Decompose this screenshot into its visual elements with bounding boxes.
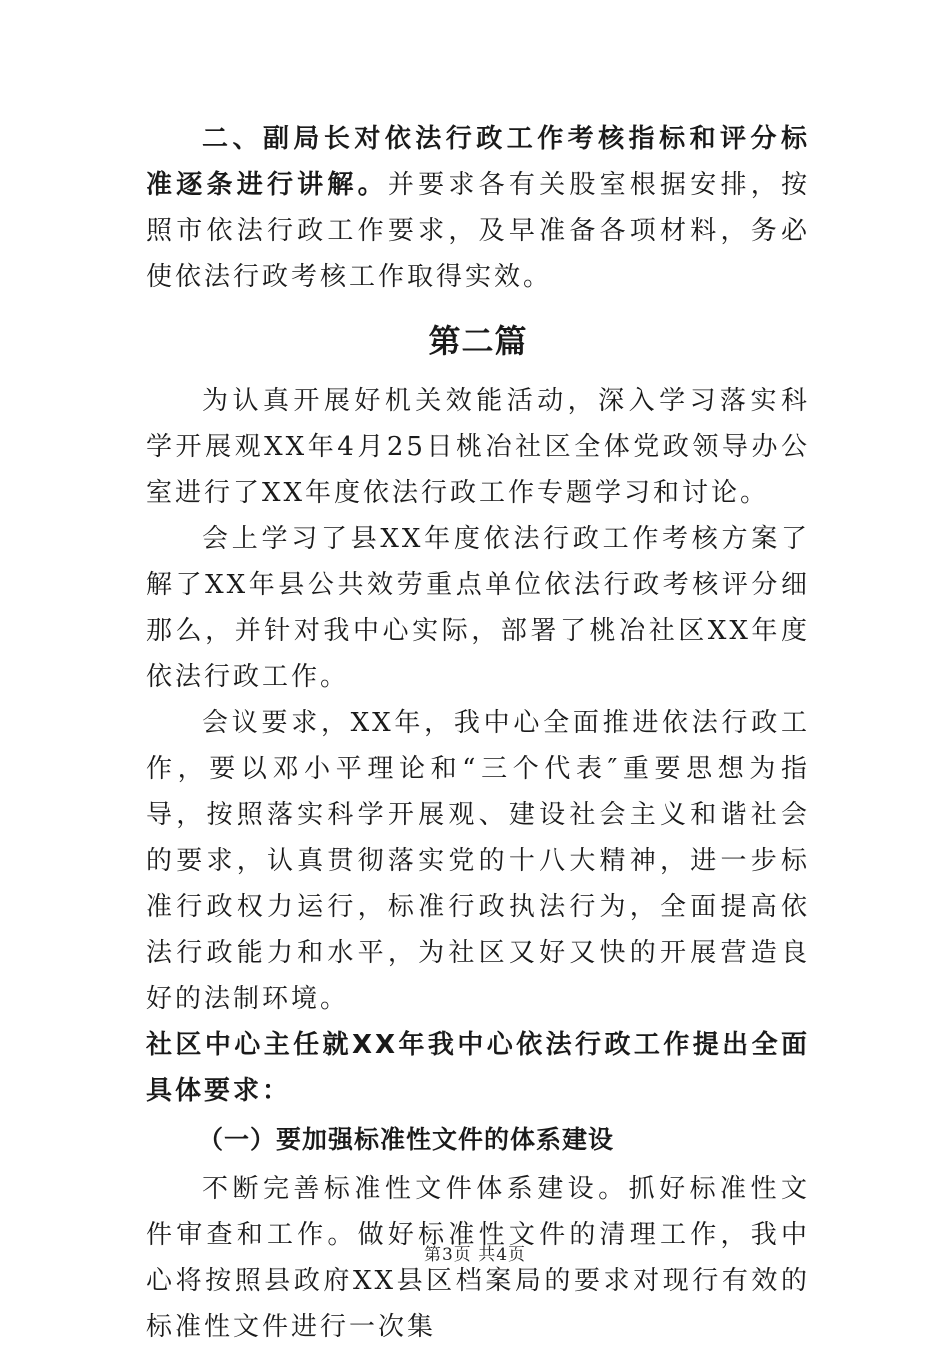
section-one-lead: 二、副局长对依法行政工作考核指标和评分标准逐条进行讲解。 <box>146 124 810 200</box>
paragraph-2: 会上学习了县XX年度依法行政工作考核方案了解了XX年县公共效劳重点单位依法行政考核评分细那么，并针对我中心实际，部署了桃冶社区XX年度依法行政工作。 <box>146 524 810 692</box>
subheading-one: （一）要加强标准性文件的体系建设 <box>198 1125 615 1154</box>
document-body <box>146 116 810 1350</box>
paragraph-1: 为认真开展好机关效能活动，深入学习落实科学开展观XX年4月25日桃冶社区全体党政领导办公室进行了XX年度依法行政工作专题学习和讨论。 <box>146 386 810 508</box>
section-one-paragraph <box>146 116 810 300</box>
paragraph-3: 会议要求，XX年，我中心全面推进依法行政工作，要以邓小平理论和“三个代表″重要思想为指导，按照落实科学开展观、建设社会主义和谐社会的要求，认真贯彻落实党的十八大精神，进一步标准行政权力运行，标准行政执法行为，全面提高依法行政能力和水平，为社区又好又快的开展营造良好的法制环境。 <box>146 708 810 1014</box>
section-one-rest: 并要求各有关股室根据安排，按照市依法行政工作要求，及早准备各项材料，务必使依法行政考核工作取得实效。 <box>146 170 810 292</box>
paragraph-last: 不断完善标准性文件体系建设。抓好标准性文件审查和工作。做好标准性文件的清理工作，我中心将按照县政府XX县区档案局的要求对现行有效的标准性文件进行一次集 <box>146 1174 810 1342</box>
bold-requirements-paragraph: 社区中心主任就XX年我中心依法行政工作提出全面具体要求： <box>146 1030 810 1106</box>
section-title: 第二篇 <box>428 322 528 360</box>
page-number-footer: 第3页 共4页 <box>423 1245 527 1265</box>
